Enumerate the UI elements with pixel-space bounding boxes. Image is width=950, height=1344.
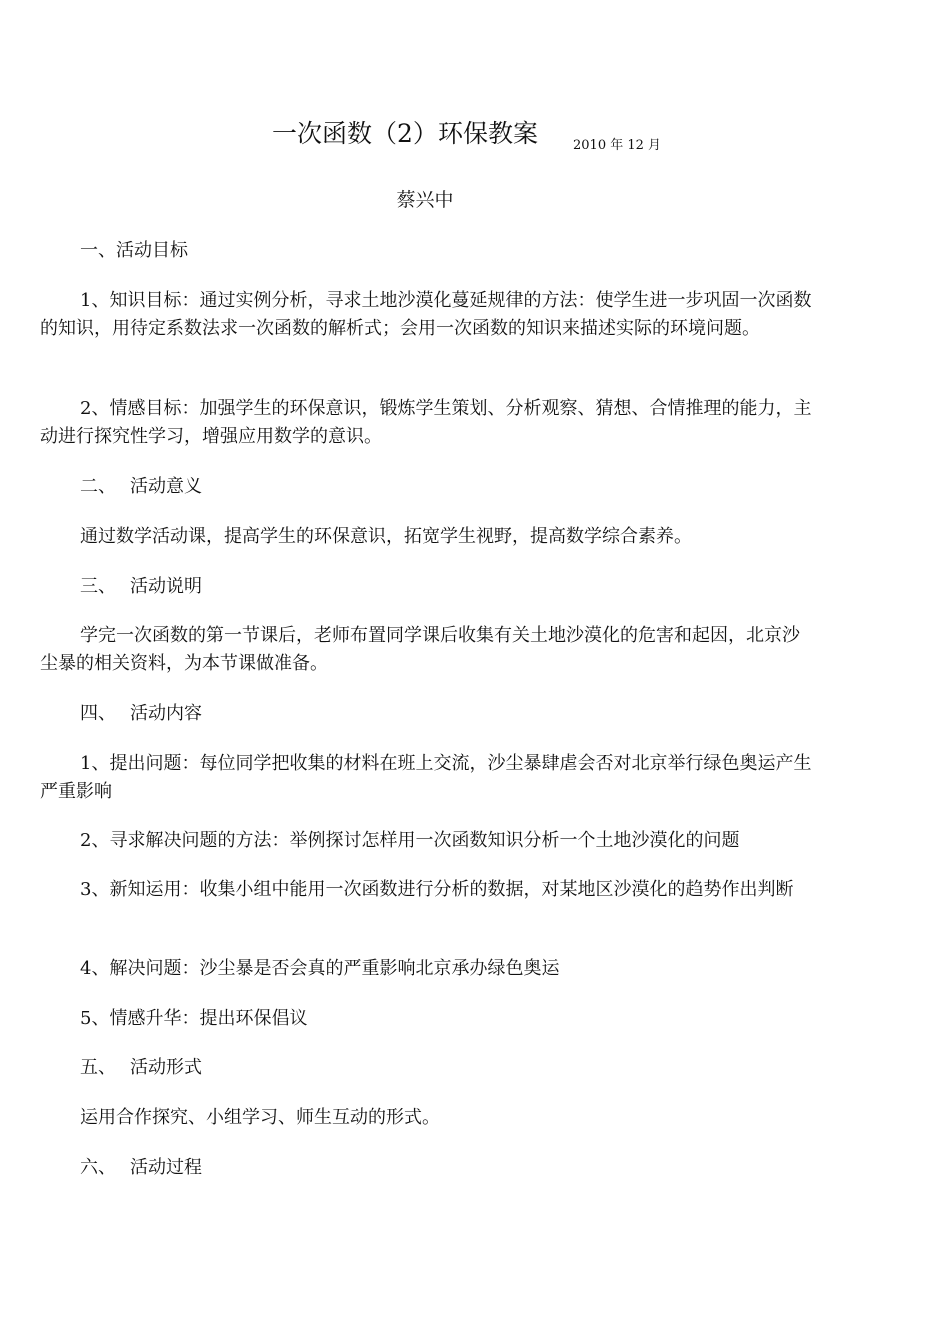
section-title: 活动意义 <box>130 476 202 497</box>
section-title: 活动形式 <box>130 1057 202 1078</box>
section-number: 二、 <box>80 476 116 497</box>
paragraph-content-3: 3、新知运用：收集小组中能用一次函数进行分析的数据，对某地区沙漠化的趋势作出判断 <box>80 879 794 900</box>
section-title: 活动过程 <box>130 1157 202 1178</box>
paragraph-explanation: 学完一次函数的第一节课后，老师布置同学课后收集有关土地沙漠化的危害和起因，北京沙尘暴的相关资料，为本节课做准备。 <box>40 625 800 674</box>
paragraph-content-2: 2、寻求解决问题的方法：举例探讨怎样用一次函数知识分析一个土地沙漠化的问题 <box>80 830 740 851</box>
paragraph-emotion-goal: 2、情感目标：加强学生的环保意识，锻炼学生策划、分析观察、猜想、合情推理的能力，主动进行探究性学习，增强应用数学的意识。 <box>40 398 812 447</box>
section-title: 活动内容 <box>130 703 202 724</box>
document-date: 2010 年 12 月 <box>573 138 662 153</box>
section-heading-goals: 一、活动目标 <box>80 240 188 261</box>
document-author: 蔡兴中 <box>396 189 454 211</box>
section-heading-significance <box>40 473 815 501</box>
paragraph-form: 运用合作探究、小组学习、师生互动的形式。 <box>80 1107 440 1128</box>
section-heading-process <box>40 1154 815 1182</box>
section-number: 四、 <box>80 703 116 724</box>
section-number: 五、 <box>80 1057 116 1078</box>
document-title: 一次函数（2）环保教案 <box>272 119 538 148</box>
paragraph-content-4: 4、解决问题：沙尘暴是否会真的严重影响北京承办绿色奥运 <box>80 958 560 979</box>
paragraph-significance: 通过数学活动课，提高学生的环保意识，拓宽学生视野，提高数学综合素养。 <box>80 526 692 547</box>
paragraph-content-5: 5、情感升华：提出环保倡议 <box>80 1008 308 1029</box>
section-heading-explanation <box>40 573 815 601</box>
paragraph-knowledge-goal: 1、知识目标：通过实例分析，寻求土地沙漠化蔓延规律的方法：使学生进一步巩固一次函数的知识，用待定系数法求一次函数的解析式；会用一次函数的知识来描述实际的环境问题。 <box>40 290 812 339</box>
section-number: 六、 <box>80 1157 116 1178</box>
section-number: 三、 <box>80 576 116 597</box>
paragraph-content-1: 1、提出问题：每位同学把收集的材料在班上交流，沙尘暴肆虐会否对北京举行绿色奥运产生严重影响 <box>40 753 812 802</box>
section-title: 活动说明 <box>130 576 202 597</box>
section-heading-form <box>40 1054 815 1082</box>
section-heading-content <box>40 700 815 728</box>
